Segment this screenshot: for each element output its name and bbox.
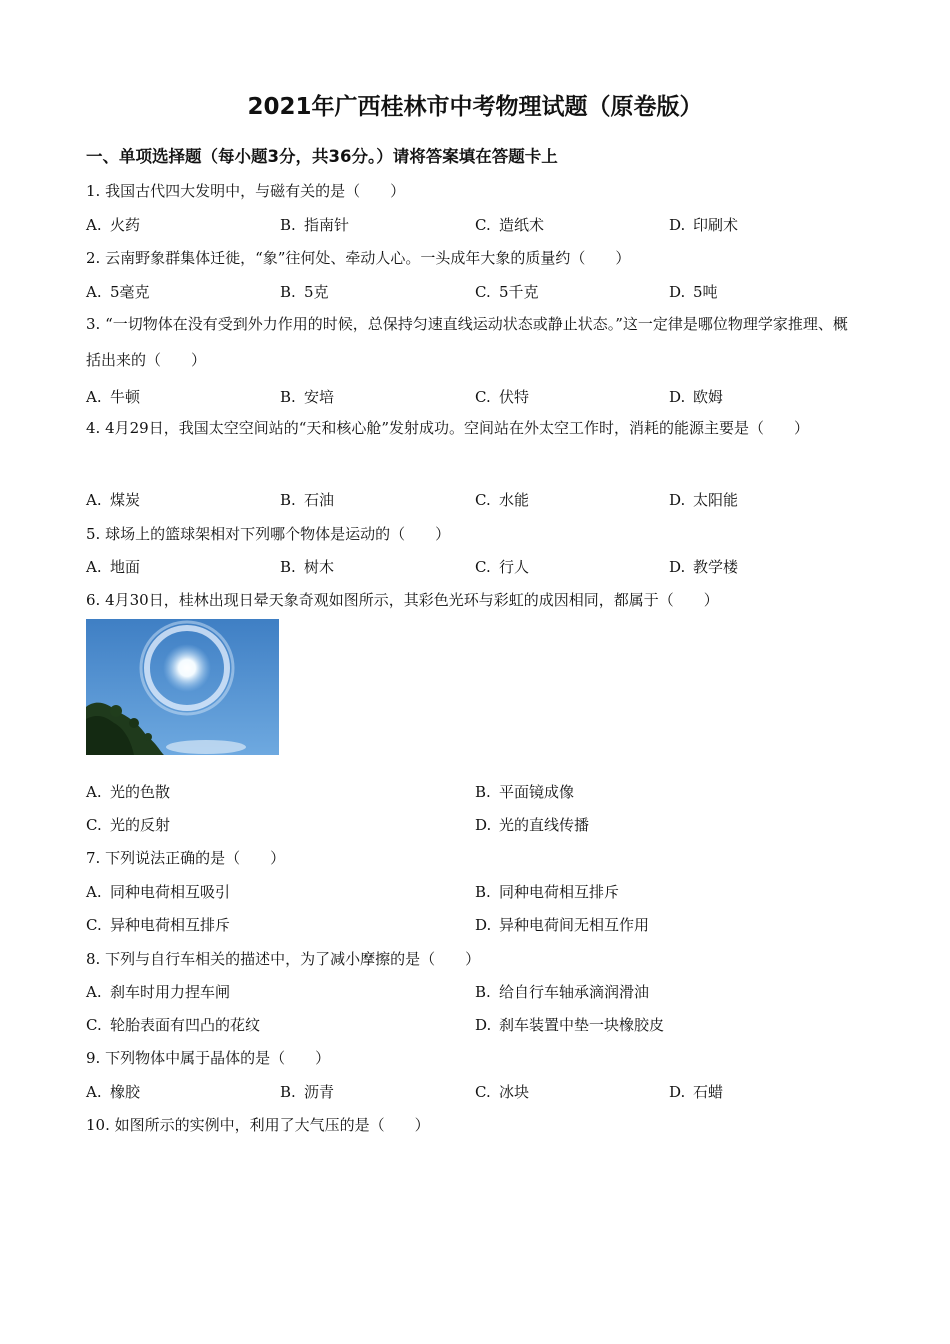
question-7-option-c	[86, 914, 230, 935]
option-letter: B.	[280, 216, 296, 234]
question-4-stem: 4. 4月29日，我国太空空间站的“天和核心舱”发射成功。空间站在外太空工作时，消耗的能源主要是（ ）	[86, 419, 810, 437]
option-letter: A.	[86, 883, 102, 901]
question-6-option-a	[86, 781, 170, 802]
question-4-option-c	[475, 489, 529, 510]
option-text: 刹车装置中垫一块橡胶皮	[499, 1016, 665, 1034]
question-5-option-c	[475, 556, 529, 577]
option-letter: D.	[475, 1016, 492, 1034]
question-6-option-c	[86, 814, 170, 835]
option-text: 欧姆	[693, 388, 724, 406]
option-letter: B.	[280, 388, 296, 406]
option-text: 异种电荷间无相互作用	[499, 916, 650, 934]
option-text: 光的反射	[110, 816, 171, 834]
question-8-stem: 8. 下列与自行车相关的描述中，为了减小摩擦的是（ ）	[86, 950, 481, 968]
option-text: 沥青	[304, 1083, 335, 1101]
option-text: 光的直线传播	[499, 816, 590, 834]
question-2-option-b	[280, 281, 329, 302]
option-text: 印刷术	[693, 216, 739, 234]
option-letter: D.	[475, 816, 492, 834]
option-text: 水能	[499, 491, 530, 509]
option-letter: C.	[475, 1083, 491, 1101]
question-3-stem: 3. “一切物体在没有受到外力作用的时候，总保持匀速直线运动状态或静止状态。”这一定律是哪位物理学家推理、概括出来的（ ）	[86, 315, 848, 369]
question-2-stem: 2. 云南野象群集体迁徙，“象”往何处、牵动人心。一头成年大象的质量约（ ）	[86, 249, 631, 267]
option-letter: A.	[86, 558, 102, 576]
question-9-option-a	[86, 1081, 140, 1102]
option-letter: A.	[86, 388, 102, 406]
option-letter: D.	[669, 216, 686, 234]
question-7-stem: 7. 下列说法正确的是（ ）	[86, 849, 286, 867]
question-2-option-a	[86, 281, 150, 302]
question-6-option-b	[475, 781, 574, 802]
question-2-option-d	[669, 281, 718, 302]
option-text: 火药	[110, 216, 141, 234]
question-6-stem: 6. 4月30日，桂林出现日晕天象奇观如图所示，其彩色光环与彩虹的成因相同，都属于（ ）	[86, 591, 719, 609]
option-text: 光的色散	[110, 783, 171, 801]
option-letter: D.	[669, 1083, 686, 1101]
question-5-option-b	[280, 556, 334, 577]
question-1-option-c	[475, 214, 544, 235]
option-text: 教学楼	[693, 558, 739, 576]
option-text: 行人	[499, 558, 530, 576]
option-letter: D.	[669, 491, 686, 509]
option-letter: C.	[475, 491, 491, 509]
option-letter: C.	[475, 283, 491, 301]
option-text: 橡胶	[110, 1083, 141, 1101]
option-text: 刹车时用力捏车闸	[110, 983, 231, 1001]
question-5-option-d	[669, 556, 738, 577]
option-letter: C.	[86, 916, 102, 934]
option-text: 5克	[304, 283, 329, 301]
option-letter: C.	[475, 558, 491, 576]
sun-halo-photo	[86, 619, 279, 755]
question-4-option-a	[86, 489, 140, 510]
option-letter: A.	[86, 491, 102, 509]
question-3-option-a	[86, 386, 140, 407]
option-letter: B.	[280, 558, 296, 576]
option-letter: D.	[669, 388, 686, 406]
option-letter: A.	[86, 283, 102, 301]
option-letter: D.	[669, 558, 686, 576]
option-text: 5毫克	[110, 283, 150, 301]
option-text: 伏特	[499, 388, 530, 406]
option-letter: C.	[86, 816, 102, 834]
question-9-option-c	[475, 1081, 529, 1102]
question-8-option-d	[475, 1014, 664, 1035]
question-1-option-a	[86, 214, 140, 235]
option-letter: B.	[475, 883, 491, 901]
option-letter: C.	[475, 388, 491, 406]
question-5-stem: 5. 球场上的篮球架相对下列哪个物体是运动的（ ）	[86, 525, 451, 543]
question-7-option-a	[86, 881, 230, 902]
option-text: 冰块	[499, 1083, 530, 1101]
option-text: 同种电荷相互排斥	[499, 883, 620, 901]
question-5-option-a	[86, 556, 140, 577]
option-letter: A.	[86, 783, 102, 801]
option-text: 5千克	[499, 283, 539, 301]
question-1-option-b	[280, 214, 349, 235]
option-text: 树木	[304, 558, 335, 576]
option-text: 地面	[110, 558, 141, 576]
question-6-option-d	[475, 814, 589, 835]
question-9-stem: 9. 下列物体中属于晶体的是（ ）	[86, 1049, 331, 1067]
option-text: 安培	[304, 388, 335, 406]
question-1-option-d	[669, 214, 738, 235]
option-text: 太阳能	[693, 491, 739, 509]
option-letter: B.	[475, 783, 491, 801]
option-letter: B.	[475, 983, 491, 1001]
option-text: 给自行车轴承滴润滑油	[499, 983, 650, 1001]
question-9-option-b	[280, 1081, 334, 1102]
question-3-option-c	[475, 386, 529, 407]
option-letter: A.	[86, 983, 102, 1001]
question-4-option-b	[280, 489, 334, 510]
question-4-option-d	[669, 489, 738, 510]
question-2-option-c	[475, 281, 539, 302]
option-text: 5吨	[693, 283, 718, 301]
option-text: 指南针	[304, 216, 350, 234]
page-title: 2021年广西桂林市中考物理试题（原卷版）	[247, 94, 703, 120]
option-letter: D.	[475, 916, 492, 934]
option-letter: B.	[280, 1083, 296, 1101]
option-letter: B.	[280, 491, 296, 509]
option-letter: D.	[669, 283, 686, 301]
question-3-option-b	[280, 386, 334, 407]
question-9-option-d	[669, 1081, 723, 1102]
option-text: 牛顿	[110, 388, 141, 406]
option-letter: A.	[86, 216, 102, 234]
question-8-option-a	[86, 981, 230, 1002]
question-1-stem: 1. 我国古代四大发明中，与磁有关的是（ ）	[86, 182, 406, 200]
question-7-option-d	[475, 914, 649, 935]
option-letter: C.	[86, 1016, 102, 1034]
option-text: 平面镜成像	[499, 783, 575, 801]
option-letter: C.	[475, 216, 491, 234]
option-text: 造纸术	[499, 216, 545, 234]
question-8-option-b	[475, 981, 649, 1002]
option-text: 轮胎表面有凹凸的花纹	[110, 1016, 261, 1034]
section-heading: 一、单项选择题（每小题3分，共36分。）请将答案填在答题卡上	[86, 147, 558, 166]
option-text: 石油	[304, 491, 335, 509]
option-text: 煤炭	[110, 491, 141, 509]
option-text: 石蜡	[693, 1083, 724, 1101]
option-text: 同种电荷相互吸引	[110, 883, 231, 901]
question-10-stem: 10. 如图所示的实例中，利用了大气压的是（ ）	[86, 1116, 430, 1134]
question-8-option-c	[86, 1014, 260, 1035]
question-3-option-d	[669, 386, 723, 407]
option-text: 异种电荷相互排斥	[110, 916, 231, 934]
question-7-option-b	[475, 881, 619, 902]
option-letter: B.	[280, 283, 296, 301]
option-letter: A.	[86, 1083, 102, 1101]
